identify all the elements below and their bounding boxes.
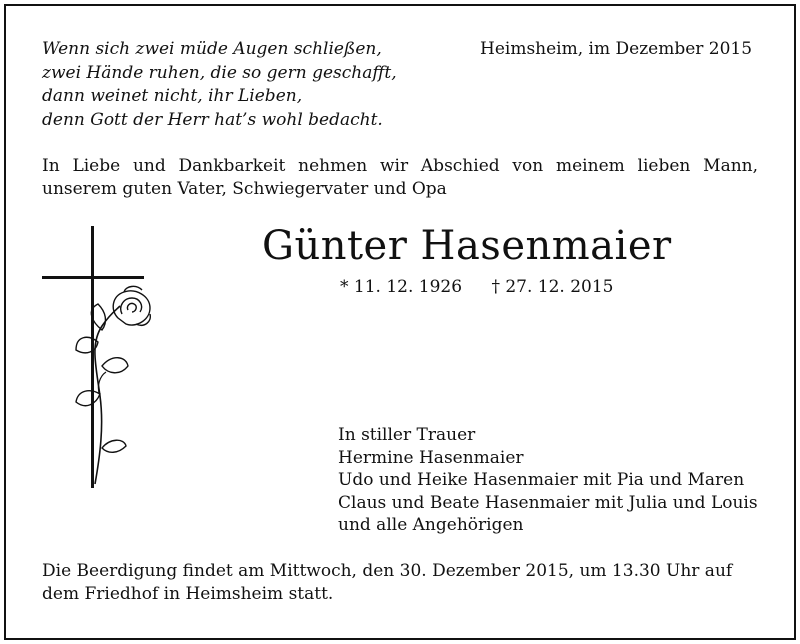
cross-with-rose-icon — [40, 226, 160, 496]
funeral-line: dem Friedhof in Heimsheim statt. — [42, 584, 334, 604]
mourner-line: Udo und Heike Hasenmaier mit Pia und Maren — [338, 470, 745, 490]
poem-line: Wenn sich zwei müde Augen schließen, — [42, 39, 382, 59]
mourners-heading: In stiller Trauer — [338, 425, 476, 445]
mourner-line: Hermine Hasenmaier — [338, 447, 524, 468]
memorial-poem — [42, 38, 397, 132]
mourners-list — [338, 424, 758, 537]
life-dates — [340, 276, 614, 298]
death-date: † 27. 12. 2015 — [491, 277, 614, 297]
poem-line: zwei Hände ruhen, die so gern geschafft, — [42, 62, 397, 83]
mourner-line: Claus und Beate Hasenmaier mit Julia und Louis — [338, 492, 758, 513]
poem-line: dann weinet nicht, ihr Lieben, — [42, 86, 303, 106]
mourner-line: und alle Angehörigen — [338, 515, 524, 535]
intro-text: In Liebe und Dankbarkeit nehmen wir Abschied von meinem lieben Mann, unserem guten Vater, Schwiegervater und Opa — [42, 156, 758, 199]
birth-date: * 11. 12. 1926 — [340, 277, 463, 297]
funeral-line: Die Beerdigung findet am Mittwoch, den 30. Dezember 2015, um 13.30 Uhr auf — [42, 561, 733, 581]
place-and-date: Heimsheim, im Dezember 2015 — [480, 39, 753, 59]
poem-line: denn Gott der Herr hat’s wohl bedacht. — [42, 109, 383, 130]
funeral-notice — [42, 560, 758, 606]
deceased-name: Günter Hasenmaier — [262, 223, 672, 269]
